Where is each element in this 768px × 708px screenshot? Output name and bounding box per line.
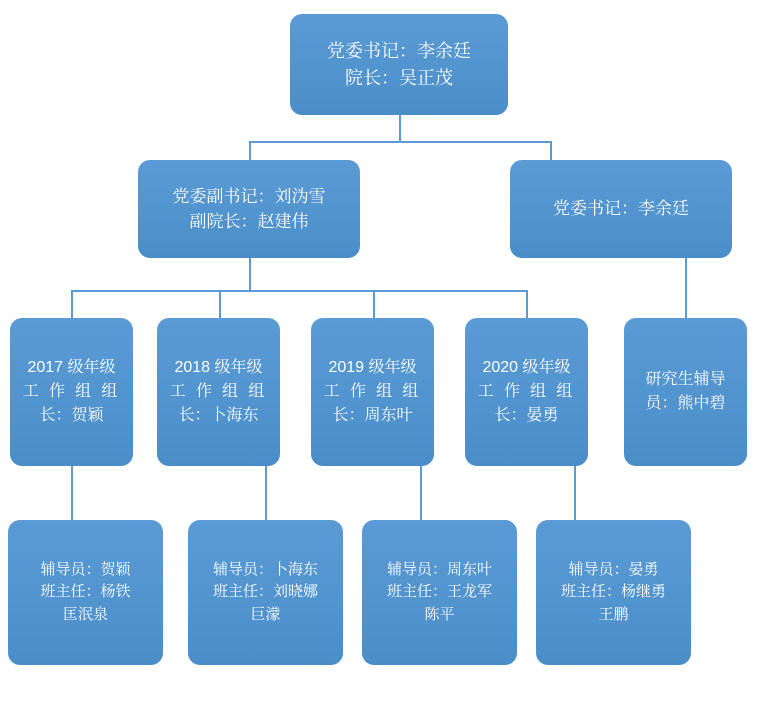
connector-level2-left-stem [249, 258, 251, 291]
node-graduate-counselor[interactable] [624, 318, 747, 466]
connector-grade-2019-drop [373, 290, 375, 318]
node-grade-2020-line-3: 长：晏勇 [494, 407, 559, 424]
node-level2-left-line-1: 党委副书记：刘沩雪 [172, 186, 326, 206]
node-grade-2018-line-3: 长：卜海东 [178, 407, 259, 424]
node-staff-2017-line-1: 辅导员：贺颖 [40, 560, 131, 578]
node-staff-2017[interactable] [8, 520, 163, 665]
node-top-line-1: 党委书记：李余廷 [327, 40, 471, 61]
node-staff-2020-line-1: 辅导员：晏勇 [568, 560, 659, 578]
connector-grade-2018-drop [219, 290, 221, 318]
node-grade-2017[interactable] [10, 318, 133, 466]
node-grade-2019-line-3: 长：周东叶 [332, 407, 413, 424]
node-grade-2020-line-2: 工 作 组 组 [477, 383, 576, 400]
node-staff-2020-line-3: 王鹏 [598, 605, 629, 623]
node-grade-2019-line-2: 工 作 组 组 [323, 383, 422, 400]
node-staff-2017-line-3: 匡泯泉 [62, 605, 108, 623]
node-staff-2019-line-3: 陈平 [424, 605, 455, 623]
node-grade-2020-line-1: 2020 级年级 [482, 359, 571, 376]
node-staff-2019[interactable] [362, 520, 517, 665]
connector-level3-bus [71, 290, 527, 292]
connector-grade-2017-drop [71, 290, 73, 318]
node-grade-2018-line-2: 工 作 组 组 [169, 383, 268, 400]
node-top[interactable] [290, 14, 508, 115]
node-grade-2019-line-1: 2019 级年级 [328, 359, 417, 376]
connector-staff-2018-drop [265, 466, 267, 520]
node-staff-2018[interactable] [188, 520, 343, 665]
node-staff-2018-line-2: 班主任：刘晓娜 [212, 583, 318, 601]
node-grade-2020[interactable] [465, 318, 588, 466]
node-graduate-counselor-line-2: 员：熊中碧 [645, 395, 726, 412]
node-grade-2018-line-1: 2018 级年级 [174, 359, 263, 376]
node-graduate-counselor-line-1: 研究生辅导 [645, 371, 726, 388]
connector-level2-bus [249, 141, 551, 143]
node-staff-2020-line-2: 班主任：杨继勇 [560, 583, 666, 601]
connector-graduate-drop [685, 258, 687, 318]
connector-level2-right-drop [550, 141, 552, 160]
node-grade-2019[interactable] [311, 318, 434, 466]
connector-top-stem [399, 115, 401, 142]
node-staff-2020[interactable] [536, 520, 691, 665]
node-staff-2019-line-1: 辅导员：周东叶 [386, 560, 492, 578]
node-level2-right-line-1: 党委书记：李余廷 [553, 199, 689, 219]
node-staff-2019-line-2: 班主任：王龙军 [386, 583, 492, 601]
connector-level2-left-drop [249, 141, 251, 160]
node-grade-2017-line-2: 工 作 组 组 [22, 383, 121, 400]
node-staff-2017-line-2: 班主任：杨铁 [40, 583, 131, 601]
node-staff-2018-line-3: 巨濛 [250, 605, 281, 623]
connector-staff-2017-drop [71, 466, 73, 520]
node-staff-2018-line-1: 辅导员：卜海东 [212, 560, 318, 578]
node-top-line-2: 院长：吴正茂 [345, 67, 453, 88]
connector-grade-2020-drop [526, 290, 528, 318]
node-grade-2017-line-3: 长：贺颖 [39, 407, 104, 424]
node-grade-2018[interactable] [157, 318, 280, 466]
connector-staff-2020-drop [574, 466, 576, 520]
node-level2-right[interactable] [510, 160, 732, 258]
node-level2-left[interactable] [138, 160, 360, 258]
node-grade-2017-line-1: 2017 级年级 [27, 359, 116, 376]
connector-staff-2019-drop [420, 466, 422, 520]
node-level2-left-line-2: 副院长：赵建伟 [189, 212, 309, 231]
